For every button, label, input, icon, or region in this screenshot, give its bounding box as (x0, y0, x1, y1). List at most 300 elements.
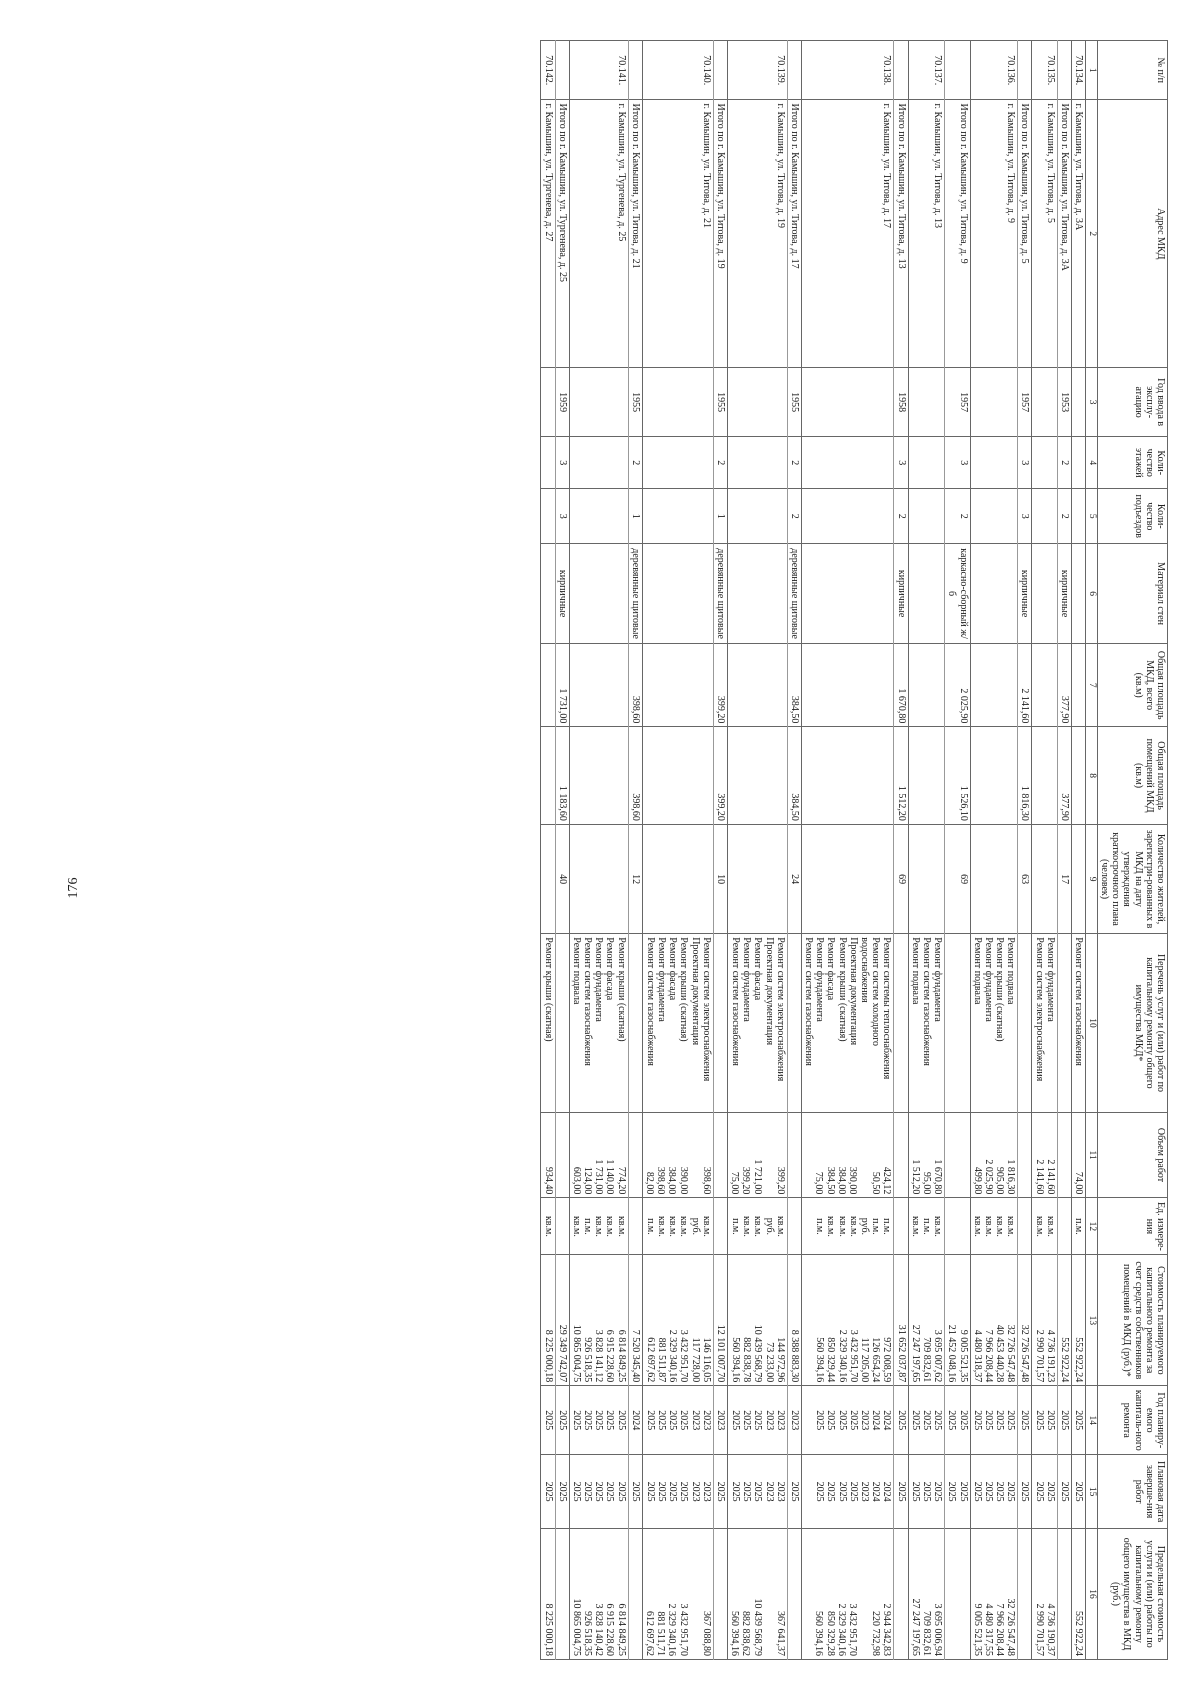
cell-floors: 3 (555, 437, 569, 489)
cell-num: 70.139. (728, 41, 788, 100)
cell-line: 4 736 190,37 (1044, 1603, 1056, 1656)
table-row (970, 41, 1018, 1660)
column-number: 2 (1086, 100, 1098, 368)
cell-line: 2023 (788, 1410, 800, 1431)
cell-line: 2 944 342,83 (881, 1603, 893, 1656)
cell-line: п.м. (730, 1218, 741, 1235)
cell-line: 2025 (982, 1410, 994, 1431)
cell-unit (541, 1198, 555, 1255)
cell-line: 2024 (629, 1410, 641, 1431)
cell-end-date (541, 1455, 555, 1529)
cell-line: 117 728,00 (689, 1337, 701, 1383)
cell-volume (642, 1112, 713, 1198)
cell-address: г. Камышин, ул. Титова, д. 19 (728, 100, 788, 368)
cell-line: 4 736 191,23 (1044, 1329, 1056, 1383)
cell-floors: 3 (945, 437, 970, 489)
cell-cost (1032, 1255, 1057, 1386)
cell-line: Ремонт подвала (1005, 937, 1017, 1005)
cell-line: 8 225 000,18 (542, 1329, 554, 1383)
table-body (541, 41, 1086, 1660)
cell-line: 552 922,24 (1073, 1611, 1085, 1656)
cell-works (728, 934, 788, 1112)
column-number: 9 (1086, 824, 1098, 933)
cell-works (1057, 934, 1071, 1112)
cell-entrances: 3 (555, 489, 569, 544)
cell-unit (713, 1198, 727, 1255)
cell-end-date (628, 1455, 642, 1529)
cell-line: 7 966 208,44 (994, 1603, 1006, 1656)
cell-address: Итого по г. Камышин, ул. Тургенева, д. 25 (555, 100, 569, 368)
cell-end-date (801, 1455, 894, 1529)
cell-limit (945, 1529, 970, 1660)
cell-year (569, 368, 628, 437)
cell-line: 2023 (763, 1481, 775, 1502)
cell-material: кирпичные (894, 544, 908, 644)
cell-line: 2025 (932, 1481, 944, 1502)
cell-line: 2025 (542, 1410, 554, 1431)
cell-line: 2025 (1044, 1410, 1056, 1431)
cell-limit (728, 1529, 788, 1660)
cell-address: г. Камышин, ул. Титова, д. 13 (908, 100, 945, 368)
cell-works (713, 934, 727, 1112)
cell-line (858, 1116, 870, 1195)
cell-line: Ремонт фундамента (814, 937, 826, 1022)
cell-line: 2024 (870, 1481, 882, 1502)
cell-line: 850 329,44 (825, 1337, 837, 1383)
cell-line: 926 518,35 (582, 1337, 594, 1383)
cell-year: 1955 (628, 368, 642, 437)
cell-works (1018, 934, 1032, 1112)
cell-cost (894, 1255, 908, 1386)
cell-volume (894, 1112, 908, 1198)
cell-cost (713, 1255, 727, 1386)
column-number: 7 (1086, 644, 1098, 727)
cell-total-area: 384,50 (787, 644, 801, 727)
cell-line: 2025 (1073, 1481, 1085, 1502)
cell-line: 399,20 (740, 1166, 752, 1195)
cell-line: 1 140,00 (604, 1159, 616, 1195)
cell-plan-year (628, 1386, 642, 1455)
cell-line: 390,00 (677, 1166, 689, 1195)
cell-end-date (787, 1455, 801, 1529)
cell-line: Ремонт фасада (604, 937, 616, 1001)
cell-line: 2025 (825, 1481, 837, 1502)
cell-unit (801, 1198, 894, 1255)
cell-line: 2 329 340,16 (667, 1329, 679, 1383)
cell-total-area: 2 025,90 (945, 644, 970, 727)
cell-total-area (801, 644, 894, 727)
cell-material: каркасно-сборный ж/б (945, 544, 970, 644)
cell-premises-area: 377,90 (1057, 727, 1071, 825)
column-header: Перечень услуг и (или) работ по капитальному ремонту общего имущества МКД* (1097, 934, 1167, 1112)
column-header: Объем работ (1097, 1112, 1167, 1198)
cell-address: Итого по г. Камышин, ул. Титова, д. 17 (787, 100, 801, 368)
column-header: Стоимость планируемого капитального ремонта за счет средств собственников помещений в МКД (руб.)* (1097, 1255, 1167, 1386)
column-number: 5 (1086, 489, 1098, 544)
cell-line: 424,12 (881, 1166, 893, 1195)
cell-end-date (945, 1455, 970, 1529)
cell-line: Ремонт систем газоснабжения (1073, 937, 1085, 1066)
cell-line: 9 005 521,35 (971, 1603, 983, 1656)
cell-year (801, 368, 894, 437)
cell-line: 2025 (982, 1481, 994, 1502)
cell-line: 2025 (542, 1481, 554, 1502)
cell-line: 398,60 (700, 1166, 712, 1195)
cell-num (555, 41, 569, 100)
cell-line: 9 005 521,35 (957, 1329, 969, 1383)
cell-line: 709 832,61 (921, 1611, 932, 1656)
cell-line: 2025 (814, 1410, 826, 1431)
cell-cost (801, 1255, 894, 1386)
cell-cost (945, 1255, 970, 1386)
cell-limit (642, 1529, 713, 1660)
cell-line: 32 726 547,48 (1019, 1324, 1031, 1383)
cell-line: 3 828 141,12 (593, 1329, 605, 1383)
cell-material: кирпичные (1057, 544, 1071, 644)
cell-line: 612 697,62 (644, 1611, 656, 1656)
cell-premises-area: 399,20 (713, 727, 727, 825)
cell-year: 1953 (1057, 368, 1071, 437)
table-row (1032, 41, 1057, 1660)
cell-line: 31 652 037,87 (895, 1324, 907, 1383)
cell-line: 2025 (752, 1481, 764, 1502)
cell-line: 2025 (921, 1410, 932, 1431)
cell-limit (801, 1529, 894, 1660)
cell-line: 367 641,37 (774, 1611, 786, 1656)
cell-line: 2 990 701,57 (1033, 1603, 1045, 1656)
cell-line: 2025 (788, 1481, 800, 1502)
cell-line: кв.м. (615, 1215, 627, 1237)
table-row (541, 41, 555, 1660)
cell-volume (801, 1112, 894, 1198)
cell-line: 560 394,16 (730, 1337, 741, 1383)
cell-premises-area (728, 727, 788, 825)
cell-floors (908, 437, 945, 489)
cell-works (569, 934, 628, 1112)
cell-plan-year (970, 1386, 1018, 1455)
cell-address: Итого по г. Камышин, ул. Титова, д. 9 (945, 100, 970, 368)
cell-line: Ремонт крыши (скатная) (678, 937, 690, 1042)
cell-line: 552 922,24 (1073, 1337, 1085, 1383)
cell-residents: 40 (555, 824, 569, 933)
cell-entrances: 3 (1018, 489, 1032, 544)
cell-line: 2025 (971, 1481, 983, 1502)
cell-material: деревянные щитовые (713, 544, 727, 644)
cell-floors: 2 (787, 437, 801, 489)
cell-residents: 69 (945, 824, 970, 933)
cell-line: Ремонт системы теплоснабжения (881, 937, 893, 1080)
cell-premises-area (1072, 727, 1086, 825)
cell-line: Ремонт фасада (752, 937, 764, 1001)
cell-address: Итого по г. Камышин, ул. Титова, д. 5 (1018, 100, 1032, 368)
cell-residents (908, 824, 945, 933)
total-row (787, 41, 801, 1660)
cell-line: 6 814 849,25 (615, 1329, 627, 1383)
cell-end-date (908, 1455, 945, 1529)
cell-year: 1957 (945, 368, 970, 437)
cell-line: руб. (763, 1217, 775, 1236)
cell-plan-year (1032, 1386, 1057, 1455)
cell-line: кв.м. (604, 1215, 616, 1237)
cell-end-date (555, 1455, 569, 1529)
cell-line: кв.м. (700, 1215, 712, 1237)
column-number: 1 (1086, 41, 1098, 100)
cell-line: кв.м. (542, 1215, 554, 1237)
cell-line: 50,50 (870, 1171, 882, 1195)
cell-unit (1032, 1198, 1057, 1255)
cell-line: 2 141,60 (1044, 1159, 1056, 1195)
cell-end-date (1032, 1455, 1057, 1529)
cell-end-date (1072, 1455, 1086, 1529)
cell-line: 2025 (656, 1481, 668, 1502)
cell-cost (1057, 1255, 1071, 1386)
cell-entrances (1032, 489, 1057, 544)
cell-material (970, 544, 1018, 644)
column-header: Предельная стоимость услуги и (или) работы по капитальному ремонту общего имущества в МКД (руб.) (1097, 1529, 1167, 1660)
cell-total-area: 398,60 (628, 644, 642, 727)
cell-year (642, 368, 713, 437)
cell-line: 12 101 007,70 (715, 1324, 726, 1383)
cell-plan-year (642, 1386, 713, 1455)
cell-end-date (713, 1455, 727, 1529)
table-row (642, 41, 713, 1660)
cell-line: 2025 (814, 1481, 826, 1502)
cell-line: кв.м. (825, 1215, 837, 1237)
cell-line: 8 225 000,18 (542, 1603, 554, 1656)
cell-premises-area (801, 727, 894, 825)
cell-line (858, 1532, 870, 1656)
cell-address: Итого по г. Камышин, ул. Титова, д. 21 (628, 100, 642, 368)
cell-line: кв.м. (774, 1215, 786, 1237)
cell-line: 603,00 (570, 1166, 582, 1195)
cell-floors: 2 (628, 437, 642, 489)
cell-plan-year (541, 1386, 555, 1455)
cell-works (787, 934, 801, 1112)
cell-line: 220 732,98 (870, 1611, 882, 1656)
cell-year (970, 368, 1018, 437)
cell-total-area: 1 670,80 (894, 644, 908, 727)
cell-entrances (541, 489, 555, 544)
cell-line: Ремонт крыши (скатная) (836, 937, 848, 1042)
cell-line: 2 329 340,16 (835, 1603, 847, 1656)
cell-line: 3 695 007,62 (932, 1329, 944, 1383)
cell-residents: 17 (1057, 824, 1071, 933)
cell-line: 6 915 228,60 (604, 1603, 616, 1656)
total-row (1057, 41, 1071, 1660)
cell-cost (1018, 1255, 1032, 1386)
cell-line: Ремонт систем электроснабжения (774, 937, 786, 1082)
cell-residents: 12 (628, 824, 642, 933)
cell-total-area (1072, 644, 1086, 727)
cell-residents: 10 (713, 824, 727, 933)
cell-year: 1957 (1018, 368, 1032, 437)
cell-line: 3 828 140,42 (593, 1603, 605, 1656)
cell-entrances (1072, 489, 1086, 544)
cell-works (945, 934, 970, 1112)
cell-line: 2025 (895, 1481, 907, 1502)
total-row (713, 41, 727, 1660)
cell-floors (728, 437, 788, 489)
cell-works (908, 934, 945, 1112)
cell-cost (569, 1255, 628, 1386)
cell-line: 2025 (946, 1410, 958, 1431)
cell-end-date (728, 1455, 788, 1529)
cell-line: 3 432 951,70 (847, 1603, 859, 1656)
cell-limit (1018, 1529, 1032, 1660)
cell-floors (970, 437, 1018, 489)
cell-line: 2025 (752, 1410, 764, 1431)
cell-line: 774,20 (615, 1166, 627, 1195)
cell-line: Ремонт фундамента (982, 937, 994, 1022)
total-row (628, 41, 642, 1660)
cell-line: 2025 (644, 1481, 656, 1502)
cell-line: 2025 (1059, 1481, 1071, 1502)
cell-line: кв.м. (909, 1215, 921, 1237)
cell-plan-year (945, 1386, 970, 1455)
cell-cost (628, 1255, 642, 1386)
cell-line: 612 697,62 (644, 1337, 656, 1383)
cell-limit (787, 1529, 801, 1660)
cell-line: 972 008,59 (881, 1337, 893, 1383)
cell-floors (541, 437, 555, 489)
cell-premises-area: 384,50 (787, 727, 801, 825)
cell-line: 1 731,00 (593, 1159, 605, 1195)
cell-line: 2025 (932, 1410, 944, 1431)
cell-limit (555, 1529, 569, 1660)
cell-line: 2025 (678, 1481, 690, 1502)
column-number: 16 (1086, 1529, 1098, 1660)
cell-line: 27 247 197,65 (909, 1598, 921, 1656)
cell-line: 2025 (994, 1410, 1006, 1431)
cell-unit (628, 1198, 642, 1255)
cell-entrances (908, 489, 945, 544)
cell-residents (970, 824, 1018, 933)
cell-limit (1057, 1529, 1071, 1660)
cell-line: 2025 (994, 1481, 1006, 1502)
cell-material: деревянные щитовые (628, 544, 642, 644)
column-header: Год планиру-емого капиталь-ного ремонта (1097, 1386, 1167, 1455)
cell-line: 2025 (1019, 1410, 1031, 1431)
cell-line: Ремонт фундамента (1044, 937, 1056, 1022)
cell-end-date (1057, 1455, 1071, 1529)
cell-floors: 2 (1057, 437, 1071, 489)
cell-line (763, 1532, 775, 1656)
cell-limit (569, 1529, 628, 1660)
column-number: 11 (1086, 1112, 1098, 1198)
cell-line: 2025 (957, 1410, 969, 1431)
cell-line: 2024 (870, 1410, 882, 1431)
cell-line: кв.м. (1044, 1215, 1056, 1237)
cell-num: 70.137. (908, 41, 945, 100)
column-header: Коли-чество подъездов (1097, 489, 1167, 544)
column-number: 14 (1086, 1386, 1098, 1455)
cell-address: г. Камышин, ул. Тургенева, д. 25 (569, 100, 628, 368)
cell-line: 2025 (730, 1410, 741, 1431)
cell-premises-area (541, 727, 555, 825)
cell-material (569, 544, 628, 644)
cell-line: 552 922,24 (1059, 1337, 1071, 1383)
cell-entrances (801, 489, 894, 544)
cell-line: Ремонт фундамента (741, 937, 753, 1022)
cell-line: 2 329 340,16 (666, 1603, 678, 1656)
cell-line: 2025 (678, 1410, 690, 1431)
cell-year: 1955 (713, 368, 727, 437)
cell-volume (1057, 1112, 1071, 1198)
cell-cost (728, 1255, 788, 1386)
cell-line: 2025 (836, 1410, 848, 1431)
cell-line: Ремонт фундамента (593, 937, 605, 1022)
cell-year (1032, 368, 1057, 437)
cell-line: 926 518,35 (582, 1611, 594, 1656)
cell-premises-area: 1 512,20 (894, 727, 908, 825)
cell-line: 75,00 (813, 1171, 825, 1195)
cell-line: 2023 (763, 1410, 775, 1431)
cell-material (642, 544, 713, 644)
cell-line: 2024 (881, 1410, 893, 1431)
cell-residents (1032, 824, 1057, 933)
cell-premises-area (970, 727, 1018, 825)
cell-works (1072, 934, 1086, 1112)
cell-entrances (728, 489, 788, 544)
cell-floors (569, 437, 628, 489)
cell-line: 117 205,00 (859, 1337, 871, 1383)
total-row (1018, 41, 1032, 1660)
cell-line: 2025 (909, 1481, 921, 1502)
cell-line: 2025 (570, 1410, 582, 1431)
cell-cost (541, 1255, 555, 1386)
cell-limit (1072, 1529, 1086, 1660)
cell-line: кв.м. (741, 1215, 753, 1237)
cell-address: Итого по г. Камышин, ул. Титова, д. 13 (894, 100, 908, 368)
cell-line: 74,00 (1073, 1171, 1085, 1195)
cell-line: 905,00 (994, 1166, 1006, 1195)
cell-works (801, 934, 894, 1112)
cell-line: 560 394,16 (814, 1337, 826, 1383)
cell-line: Ремонт систем холодного водоснабжения (859, 937, 882, 1047)
cell-year (1072, 368, 1086, 437)
cell-works (541, 934, 555, 1112)
cell-line: Ремонт систем газоснабжения (921, 937, 932, 1066)
cell-premises-area: 1 816,30 (1018, 727, 1032, 825)
cell-total-area (1032, 644, 1057, 727)
cell-unit (970, 1198, 1018, 1255)
cell-line: 367 088,80 (700, 1611, 712, 1656)
cell-entrances: 2 (1057, 489, 1071, 544)
cell-line: 2025 (615, 1481, 627, 1502)
page-number: 176 (66, 877, 81, 899)
cell-premises-area: 1 183,60 (555, 727, 569, 825)
cell-address: Итого по г. Камышин, ул. Титова, д. 19 (713, 100, 727, 368)
table-row (908, 41, 945, 1660)
cell-volume (713, 1112, 727, 1198)
cell-total-area: 2 141,60 (1018, 644, 1032, 727)
cell-num: 70.134. (1072, 41, 1086, 100)
cell-line: кв.м. (1005, 1215, 1017, 1237)
cell-total-area (642, 644, 713, 727)
cell-line: 399,20 (774, 1166, 786, 1195)
cell-line: 2 141,60 (1033, 1159, 1045, 1195)
cell-line: 560 394,16 (813, 1611, 825, 1656)
column-header: Материал стен (1097, 544, 1167, 644)
column-number: 8 (1086, 727, 1098, 825)
cell-line: Ремонт крыши (скатная) (994, 937, 1006, 1042)
cell-line: Проектная документация (689, 937, 701, 1046)
cell-line: 6 814 849,25 (615, 1603, 627, 1656)
cell-cost (970, 1255, 1018, 1386)
column-number: 6 (1086, 544, 1098, 644)
cell-line: 882 838,62 (740, 1611, 752, 1656)
cell-line: Ремонт систем газоснабжения (730, 937, 741, 1066)
